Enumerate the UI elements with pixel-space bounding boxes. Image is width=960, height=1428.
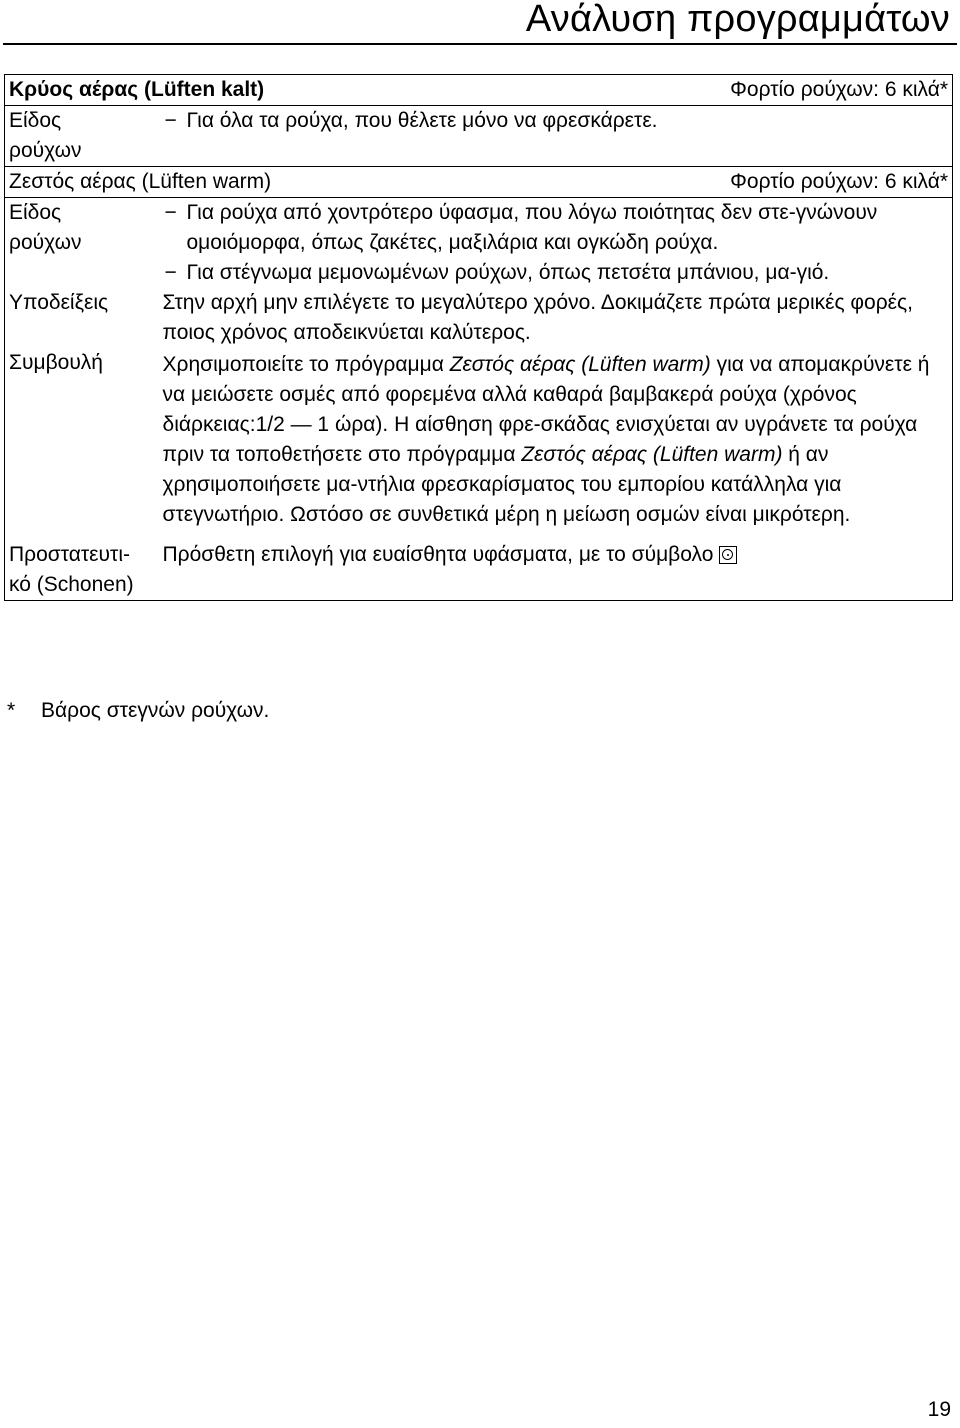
list-item: − Για στέγνωμα μεμονωμένων ρούχων, όπως πετσέτα μπάνιου, μα-γιό. <box>163 258 949 288</box>
cold-air-heading-row <box>5 75 953 106</box>
warm-air-fabric-row <box>5 198 953 289</box>
dash-bullet-icon: − <box>164 201 177 224</box>
warm-air-tip-row <box>5 348 953 540</box>
warm-air-hints-text: Στην αρχή μην επιλέγετε το μεγαλύτερο χρόνο. Δοκιμάζετε πρώτα μερικές φορές, ποιος χρόνος αποδεικνύεται καλύτερος. <box>159 288 953 348</box>
warm-air-heading-row <box>5 167 953 198</box>
warm-air-tip-label: Συμβουλή <box>5 348 159 540</box>
dash-bullet-icon: − <box>164 261 177 284</box>
warm-air-hints-label: Υποδείξεις <box>5 288 159 348</box>
cold-air-fabric-body <box>159 106 953 167</box>
page-title: Ανάλυση προγραμμάτων <box>525 0 950 40</box>
cold-air-load: Φορτίο ρούχων: 6 κιλά* <box>669 75 953 106</box>
warm-air-heading: Ζεστός αέρας (Lüften warm) <box>5 167 669 198</box>
program-table <box>4 74 953 601</box>
warm-air-gentle-label: Προστατευτι- κό (Schonen) <box>5 540 159 601</box>
footnote: * Βάρος στεγνών ρούχων. <box>7 699 270 722</box>
title-divider <box>3 43 957 45</box>
warm-air-load: Φορτίο ρούχων: 6 κιλά* <box>669 167 953 198</box>
list-item: − Για ρούχα από χοντρότερο ύφασμα, που λόγω ποιότητας δεν στε-γνώνουν ομοιόμορφα, όπως ζακέτες, μαξιλάρια και ογκώδη ρούχα. <box>163 198 949 258</box>
cold-air-heading: Κρύος αέρας (Lüften kalt) <box>5 75 669 106</box>
cold-air-fabric-row <box>5 106 953 167</box>
warm-air-gentle-text: Πρόσθετη επιλογή για ευαίσθητα υφάσματα, με το σύμβολο <box>159 540 953 601</box>
warm-air-hints-row <box>5 288 953 348</box>
warm-air-fabric-label: Είδος ρούχων <box>5 198 159 289</box>
warm-air-tip-text: Χρησιμοποιείτε το πρόγραμμα Ζεστός αέρας (Lüften warm) για να απομακρύνετε ή να μειώσετε οσμές από φορεμένα αλλά καθαρά βαμβακερά ρούχα (χρόνος διάρκειας:1/2 — 1 ώρα). Η αίσθηση φρε-σκάδας ενισχύεται αν υγράνετε τα ρούχα πριν τα τοποθετήσετε στο πρόγραμμα Ζεστός αέρας (Lüften warm) ή αν χρησιμοποιήσετε μα-ντήλια φρεσκαρίσματος του εμπορίου κατάλληλα για στεγνωτήριο. Ωστόσο σε συνθετικά μέρη η μείωση οσμών είναι μικρότερη. <box>159 348 953 540</box>
list-item: − Για όλα τα ρούχα, που θέλετε μόνο να φρεσκάρετε. <box>163 106 949 136</box>
warm-air-gentle-row <box>5 540 953 601</box>
page-number: 19 <box>927 1398 951 1421</box>
warm-air-fabric-body <box>159 198 953 289</box>
cold-air-fabric-label: Είδος ρούχων <box>5 106 159 167</box>
gentle-care-symbol-icon <box>719 546 737 564</box>
dash-bullet-icon: − <box>164 109 177 132</box>
